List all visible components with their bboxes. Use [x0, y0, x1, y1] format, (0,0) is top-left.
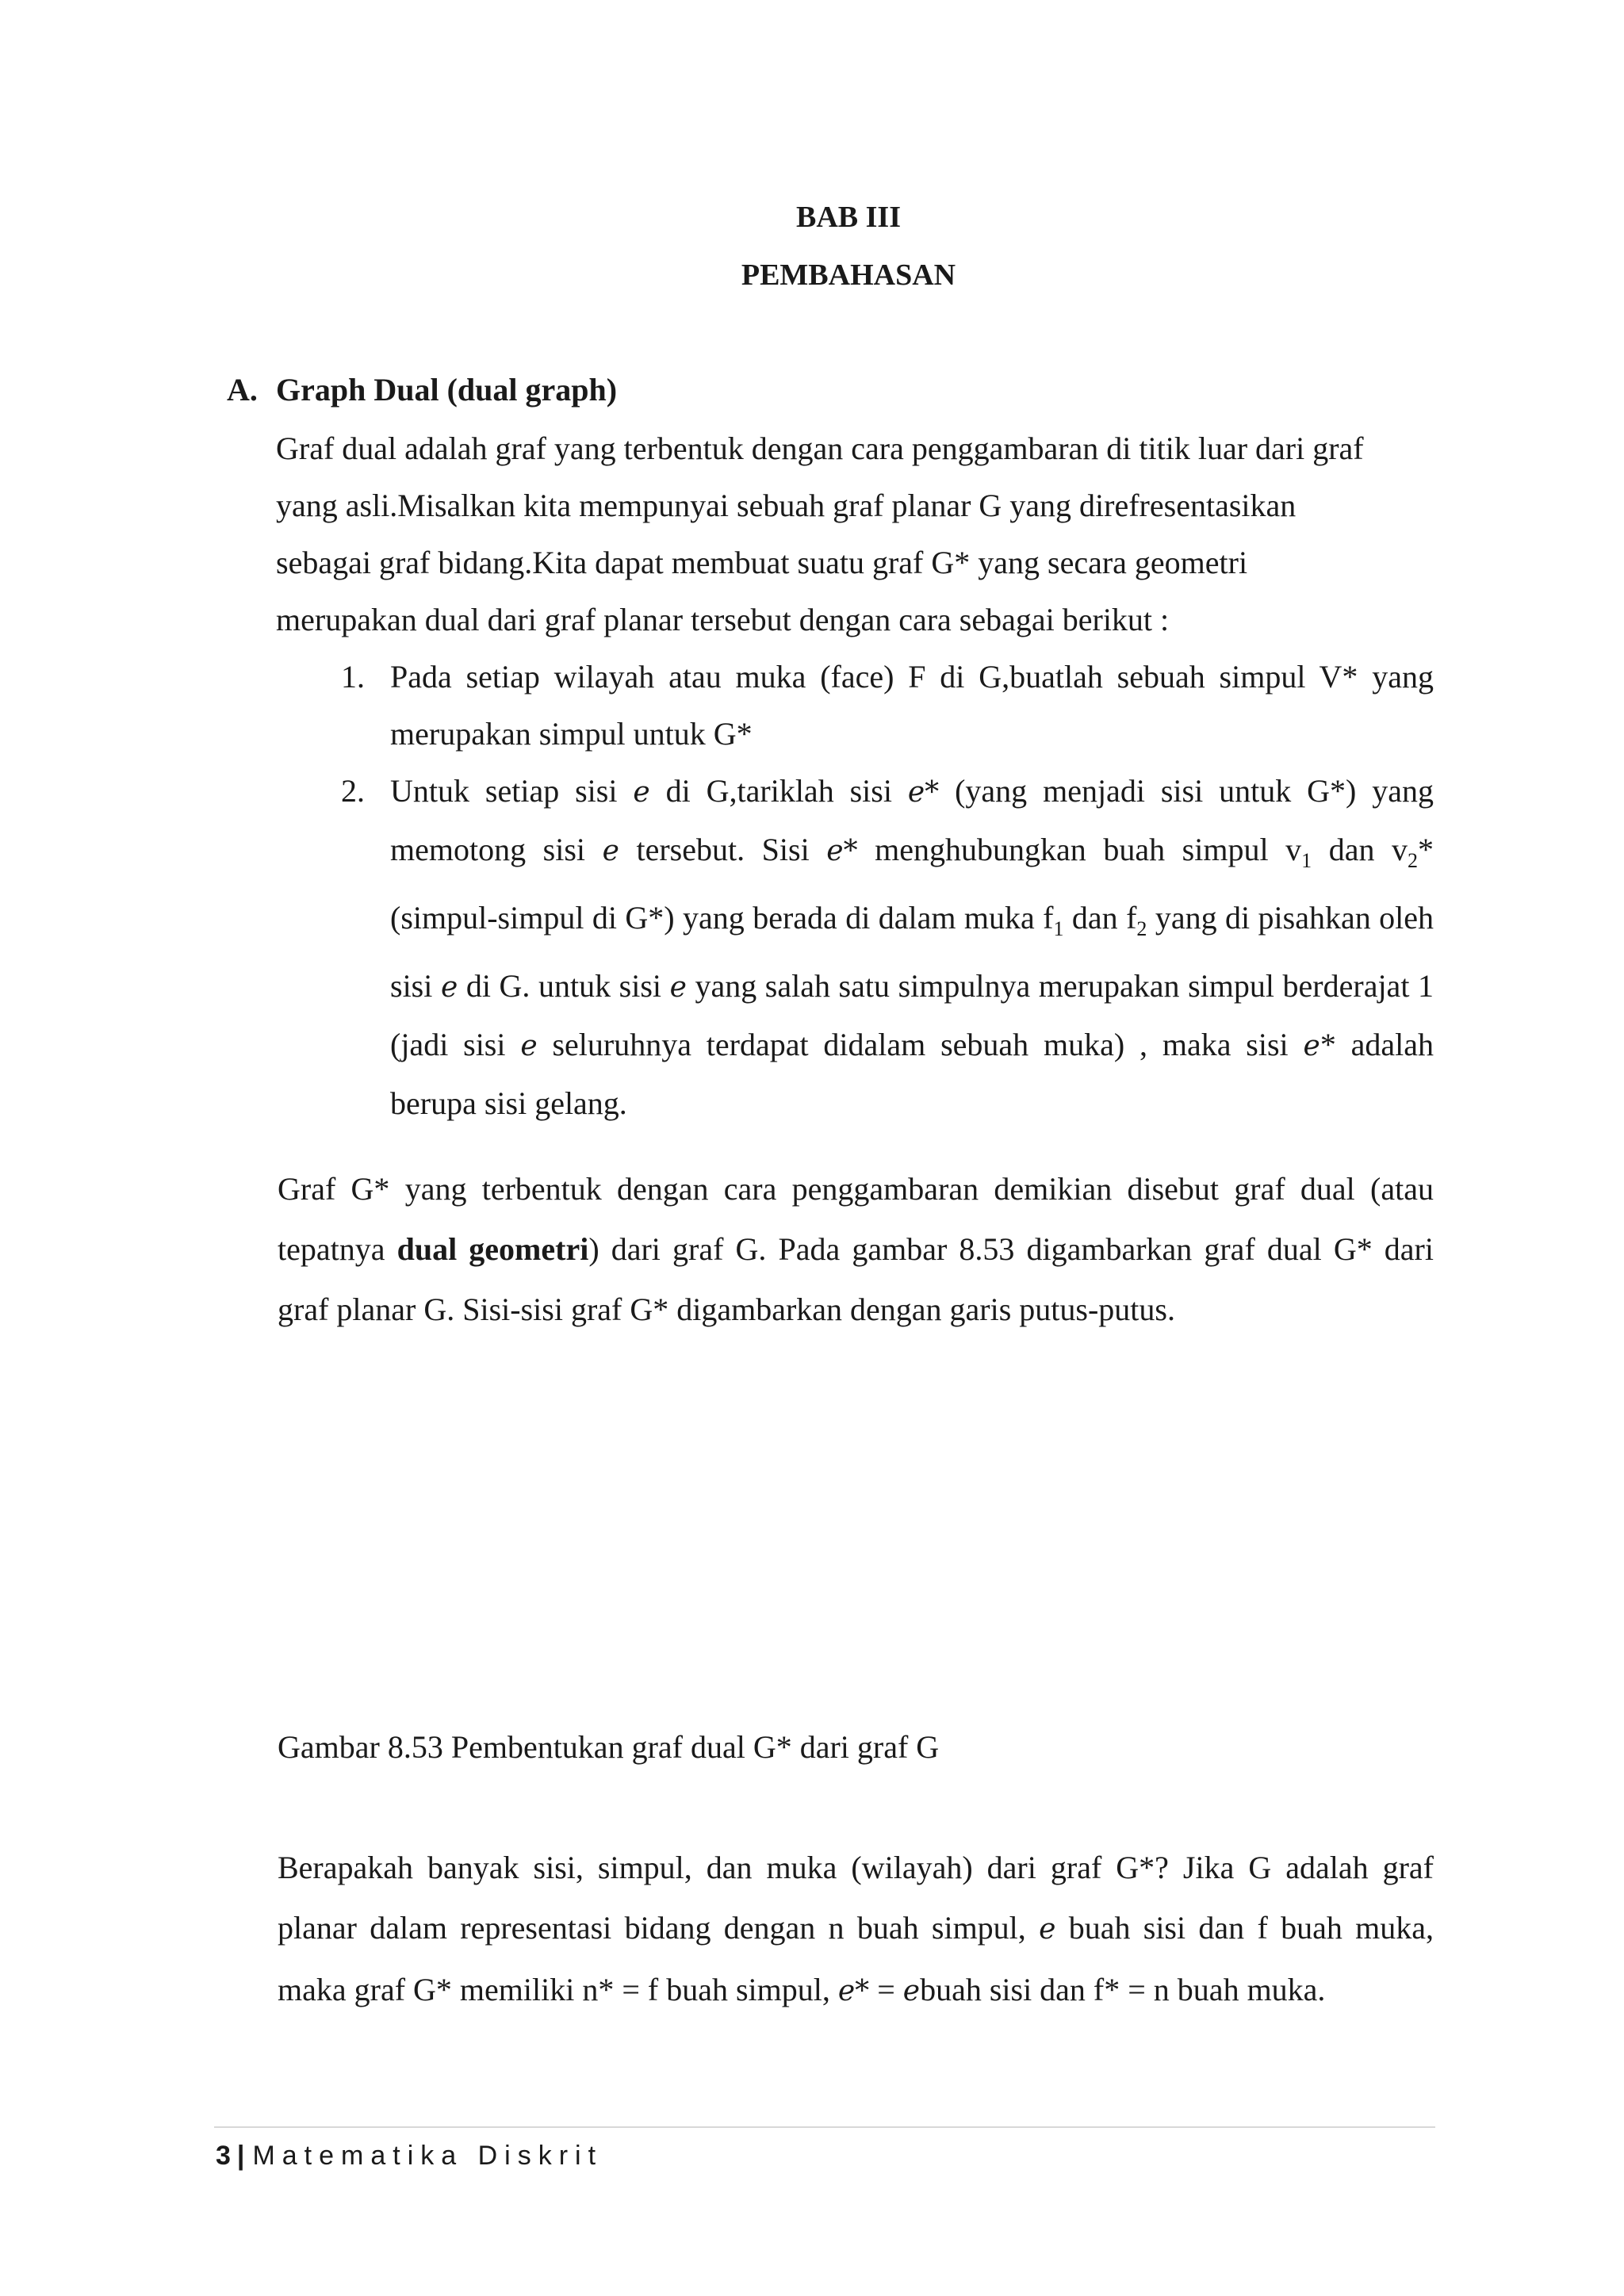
- intro-line: merupakan dual dari graf planar tersebut dengan cara sebagai berikut :: [276, 602, 1170, 637]
- steps-list: [341, 649, 1434, 1132]
- section-label: A.: [227, 372, 258, 408]
- intro-line: yang asli.Misalkan kita mempunyai sebuah graf planar G yang direfresentasikan: [276, 488, 1297, 523]
- list-item: [341, 763, 1434, 1132]
- intro-line: sebagai graf bidang.Kita dapat membuat suatu graf G* yang secara geometri: [276, 545, 1248, 580]
- figure-placeholder: [278, 1348, 1434, 1697]
- paragraph-counts: Berapakah banyak sisi, simpul, dan muka (wilayah) dari graf G*? Jika G adalah graf planar dalam representasi bidang dengan n buah simpul, e buah sisi dan f buah muka, maka graf G* memiliki n* = f buah simpul, e* = ebuah sisi dan f* = n buah muka.: [278, 1850, 1434, 2007]
- intro-line: Graf dual adalah graf yang terbentuk dengan cara penggambaran di titik luar dari graf: [276, 430, 1364, 466]
- list-item-text: Untuk setiap sisi e di G,tariklah sisi e* (yang menjadi sisi untuk G*) yang memotong sisi e tersebut. Sisi e* menghubungkan buah simpul $v_1$ dan $v_2*$ (simpul-simpul di G*) yang berada di dalam muka $f_1$ dan $f_2$ yang di pisahkan oleh sisi e di G. untuk sisi e yang salah satu simpulnya merupakan simpul berderajat 1 (jadi sisi e seluruhnya terdapat didalam sebuah muka) , maka sisi e* adalah berupa sisi gelang.: [390, 773, 1434, 1121]
- chapter-title: PEMBAHASAN: [741, 258, 956, 292]
- page-footer: [216, 2141, 603, 2172]
- page-number: 3: [216, 2141, 231, 2171]
- list-number: 2.: [341, 773, 365, 809]
- section-title: Graph Dual (dual graph): [276, 372, 618, 408]
- footer-title: Matematika Diskrit: [252, 2141, 603, 2171]
- footer-divider: [214, 2126, 1435, 2128]
- list-item-text: Pada setiap wilayah atau muka (face) F di G,buatlah sebuah simpul V* yang merupakan simpul untuk G*: [390, 659, 1434, 752]
- chapter-number: BAB III: [796, 201, 901, 234]
- list-item: [341, 649, 1434, 763]
- list-number: 1.: [341, 659, 365, 695]
- bold-term: dual geometri: [396, 1231, 589, 1267]
- footer-separator: |: [236, 2141, 245, 2171]
- paragraph-dual-geometry: Graf G* yang terbentuk dengan cara penggambaran demikian disebut graf dual (atau tepatnya dual geometri) dari graf G. Pada gambar 8.53 digambarkan graf dual G* dari graf planar G. Sisi-sisi graf G* digambarkan dengan garis putus-putus.: [278, 1171, 1434, 1327]
- section-heading: [227, 371, 617, 408]
- figure-caption: Gambar 8.53 Pembentukan graf dual G* dari graf G: [278, 1729, 940, 1765]
- intro-paragraph: [276, 420, 1434, 649]
